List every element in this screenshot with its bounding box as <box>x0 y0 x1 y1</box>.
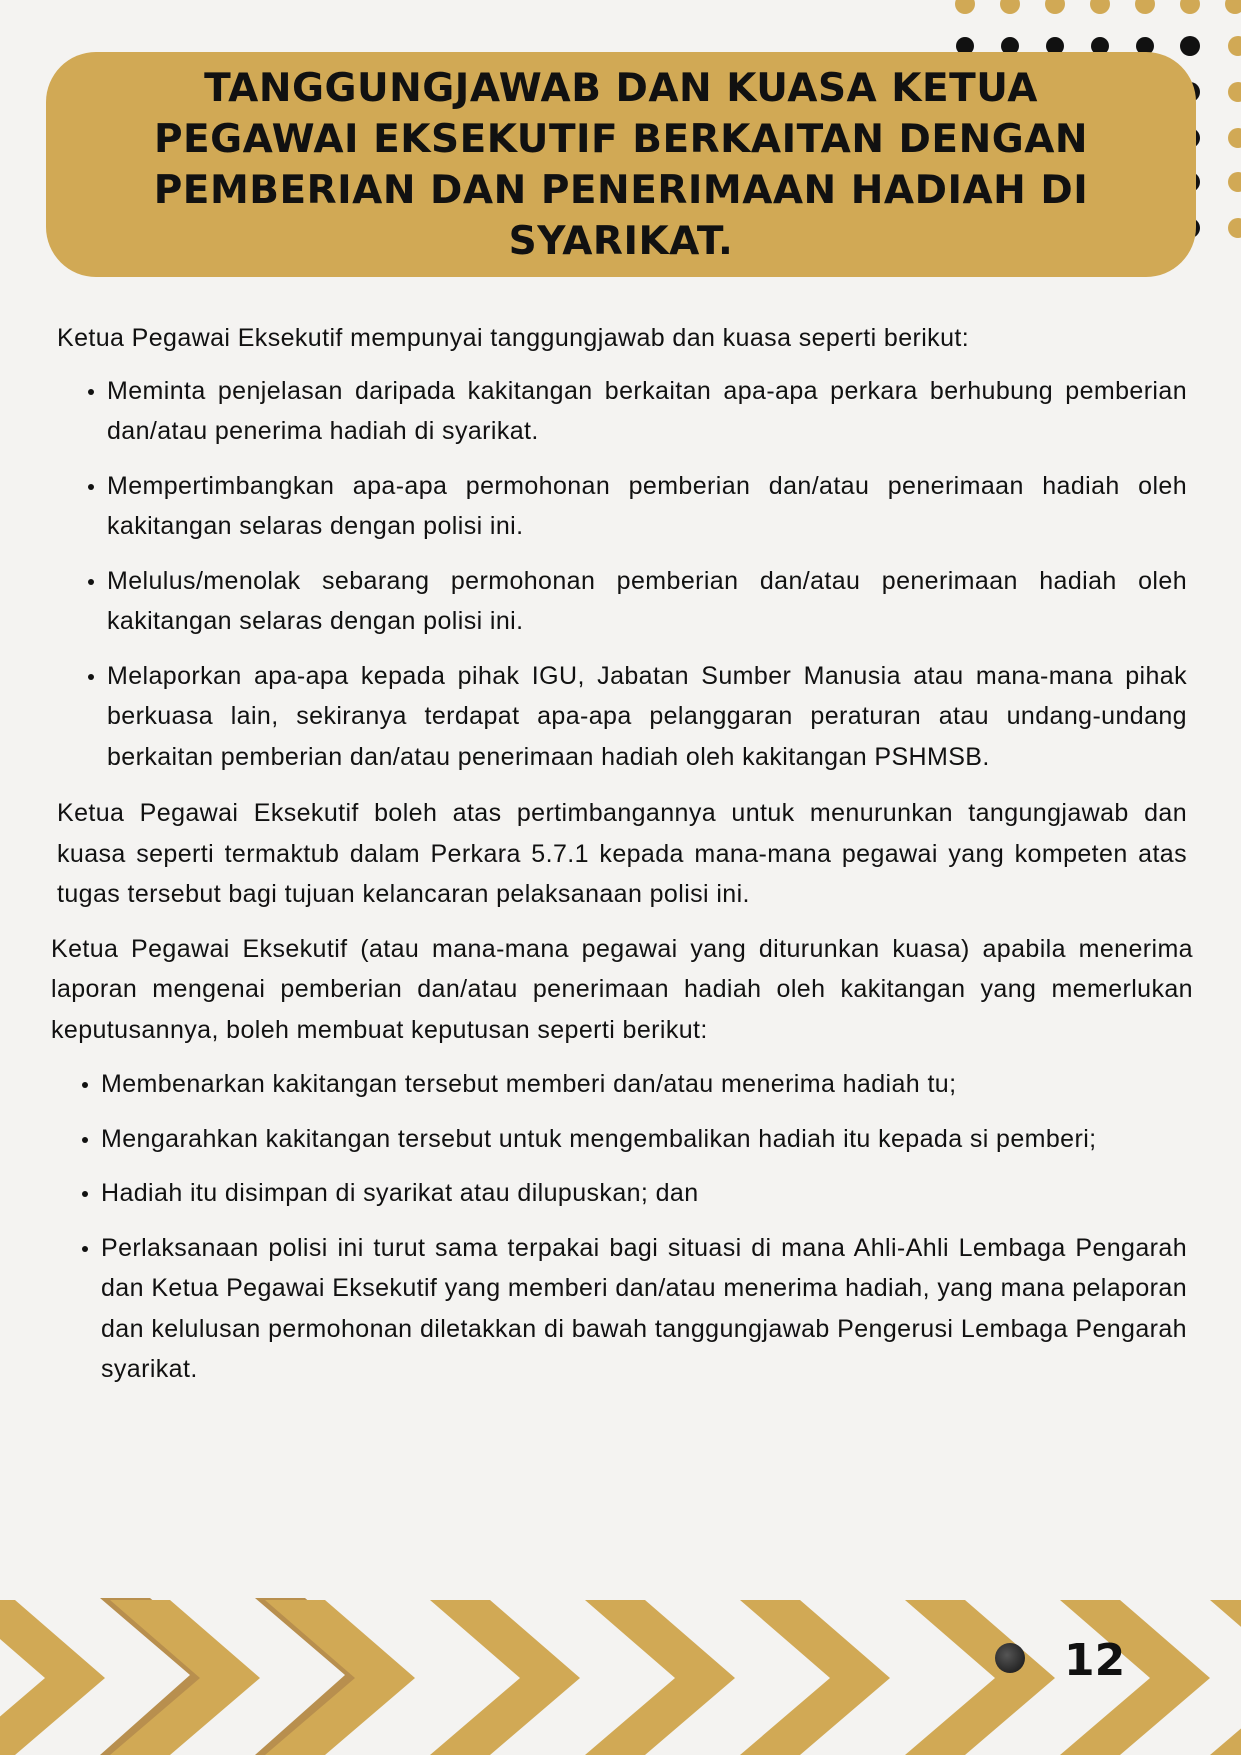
dot <box>1228 82 1241 102</box>
dot <box>1228 128 1241 148</box>
dot <box>1135 0 1155 14</box>
chevron <box>905 1600 1055 1755</box>
dot <box>1225 0 1241 14</box>
dot <box>1090 0 1110 14</box>
responsibility-list <box>107 371 1187 778</box>
dot <box>1045 0 1065 14</box>
page-number: 12 <box>1064 1635 1126 1686</box>
list-item: Melulus/menolak sebarang permohonan pemberian dan/atau penerimaan hadiah oleh kakitangan selaras dengan polisi ini. <box>107 561 1187 642</box>
dot <box>1228 36 1241 56</box>
chevron <box>1210 1600 1241 1755</box>
decision-paragraph: Ketua Pegawai Eksekutif (atau mana-mana pegawai yang diturunkan kuasa) apabila menerima laporan mengenai pemberian dan/atau penerimaan hadiah oleh kakitangan yang memerlukan keputusannya, boleh membuat keputusan seperti berikut: <box>51 934 1193 1044</box>
list-item: Mengarahkan kakitangan tersebut untuk mengembalikan hadiah itu kepada si pemberi; <box>101 1119 1187 1160</box>
title-banner <box>46 52 1196 277</box>
list-item: Meminta penjelasan daripada kakitangan berkaitan apa-apa perkara berhubung pemberian dan/atau penerima hadiah di syarikat. <box>107 371 1187 452</box>
chevron <box>585 1600 735 1755</box>
chevron <box>740 1600 890 1755</box>
list-item: Perlaksanaan polisi ini turut sama terpakai bagi situasi di mana Ahli-Ahli Lembaga Pengarah dan Ketua Pegawai Eksekutif yang memberi dan/atau menerima hadiah, yang mana pelaporan dan kelulusan permohonan diletakkan di bawah tanggungjawab Pengerusi Lembaga Pengarah syarikat. <box>101 1228 1187 1390</box>
dot <box>1000 0 1020 14</box>
dot <box>1228 172 1241 192</box>
list-item: Mempertimbangkan apa-apa permohonan pemberian dan/atau penerimaan hadiah oleh kakitangan selaras dengan polisi ini. <box>107 466 1187 547</box>
list-item: Hadiah itu disimpan di syarikat atau dilupuskan; dan <box>101 1173 1187 1214</box>
dot <box>1180 36 1200 56</box>
chevron <box>0 1600 105 1755</box>
chevron-decoration <box>0 1590 1241 1755</box>
page-indicator-dot <box>995 1643 1025 1673</box>
page-title: TANGGUNGJAWAB DAN KUASA KETUA PEGAWAI EKSEKUTIF BERKAITAN DENGAN PEMBERIAN DAN PENERIMAAN HADIAH DI SYARIKAT. <box>153 65 1089 264</box>
chevron <box>430 1600 580 1755</box>
intro-paragraph: Ketua Pegawai Eksekutif mempunyai tanggungjawab dan kuasa seperti berikut: <box>57 324 970 352</box>
document-body <box>51 318 1193 1404</box>
dot <box>955 0 975 14</box>
decision-list <box>101 1064 1187 1390</box>
dot <box>1180 0 1200 14</box>
delegation-paragraph: Ketua Pegawai Eksekutif boleh atas pertimbangannya untuk menurunkan tangungjawab dan kuasa seperti termaktub dalam Perkara 5.7.1 kepada mana-mana pegawai yang kompeten atas tugas tersebut bagi tujuan kelancaran pelaksanaan polisi ini. <box>57 799 1187 908</box>
list-item: Melaporkan apa-apa kepada pihak IGU, Jabatan Sumber Manusia atau mana-mana pihak berkuasa lain, sekiranya terdapat apa-apa pelanggaran peraturan atau undang-undang berkaitan pemberian dan/atau penerimaan hadiah oleh kakitangan PSHMSB. <box>107 656 1187 778</box>
dot <box>1228 218 1241 238</box>
list-item: Membenarkan kakitangan tersebut memberi dan/atau menerima hadiah tu; <box>101 1064 1187 1105</box>
